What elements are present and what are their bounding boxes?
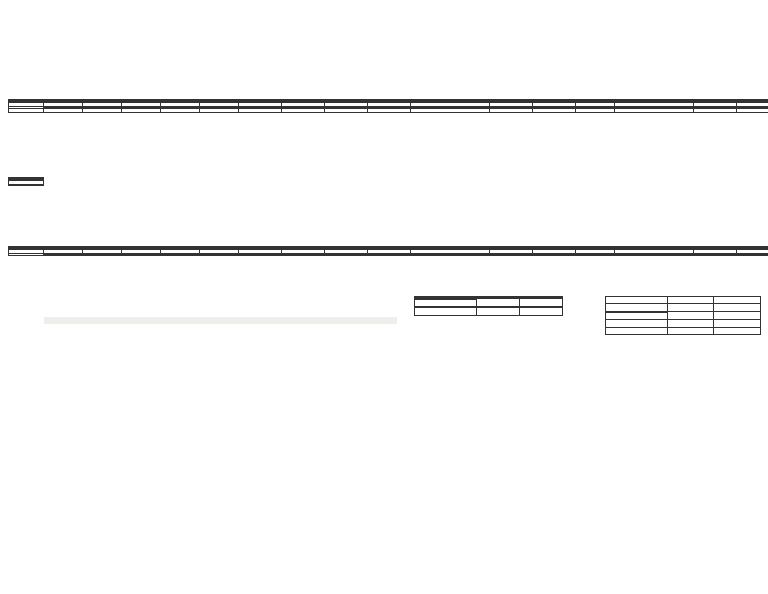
label-sesi2	[9, 254, 44, 256]
absen-cell	[520, 308, 563, 315]
room-table-2	[8, 177, 122, 186]
label-sesi-kelas	[606, 304, 668, 311]
ngancar-section	[605, 296, 761, 335]
absen-cell	[477, 299, 520, 307]
absen-cell	[83, 255, 122, 256]
bringinrejo-section	[414, 296, 563, 316]
label-sesi2	[9, 185, 44, 186]
absen-cell	[368, 255, 411, 256]
absen-cell	[282, 255, 325, 256]
room-table-1	[8, 99, 768, 113]
absen-cell	[615, 255, 694, 256]
absen-cell	[520, 299, 563, 307]
time-cell	[606, 327, 668, 334]
absen-cell	[411, 255, 490, 256]
absen-cell	[477, 308, 520, 315]
absen-cell	[533, 255, 576, 256]
label-ruang	[606, 297, 668, 304]
absen-cell	[668, 327, 714, 334]
room-37	[668, 297, 714, 304]
absen-cell	[200, 255, 239, 256]
absen-cell	[490, 255, 533, 256]
absen-cell	[694, 255, 737, 256]
row-pad-end	[9, 109, 768, 113]
absen-cell	[576, 255, 615, 256]
absen-cell	[161, 255, 200, 256]
absen-cell	[44, 255, 83, 256]
label-sesi2	[606, 320, 668, 327]
absen-cell	[122, 255, 161, 256]
absen-cell	[737, 255, 768, 256]
ngancar-table	[605, 296, 761, 335]
absen-cell	[325, 255, 368, 256]
shaded-bar	[44, 317, 397, 324]
room-table-3	[8, 246, 768, 256]
class-cell	[668, 320, 714, 327]
bringinrejo-table	[414, 296, 563, 316]
absen-cell	[239, 255, 282, 256]
